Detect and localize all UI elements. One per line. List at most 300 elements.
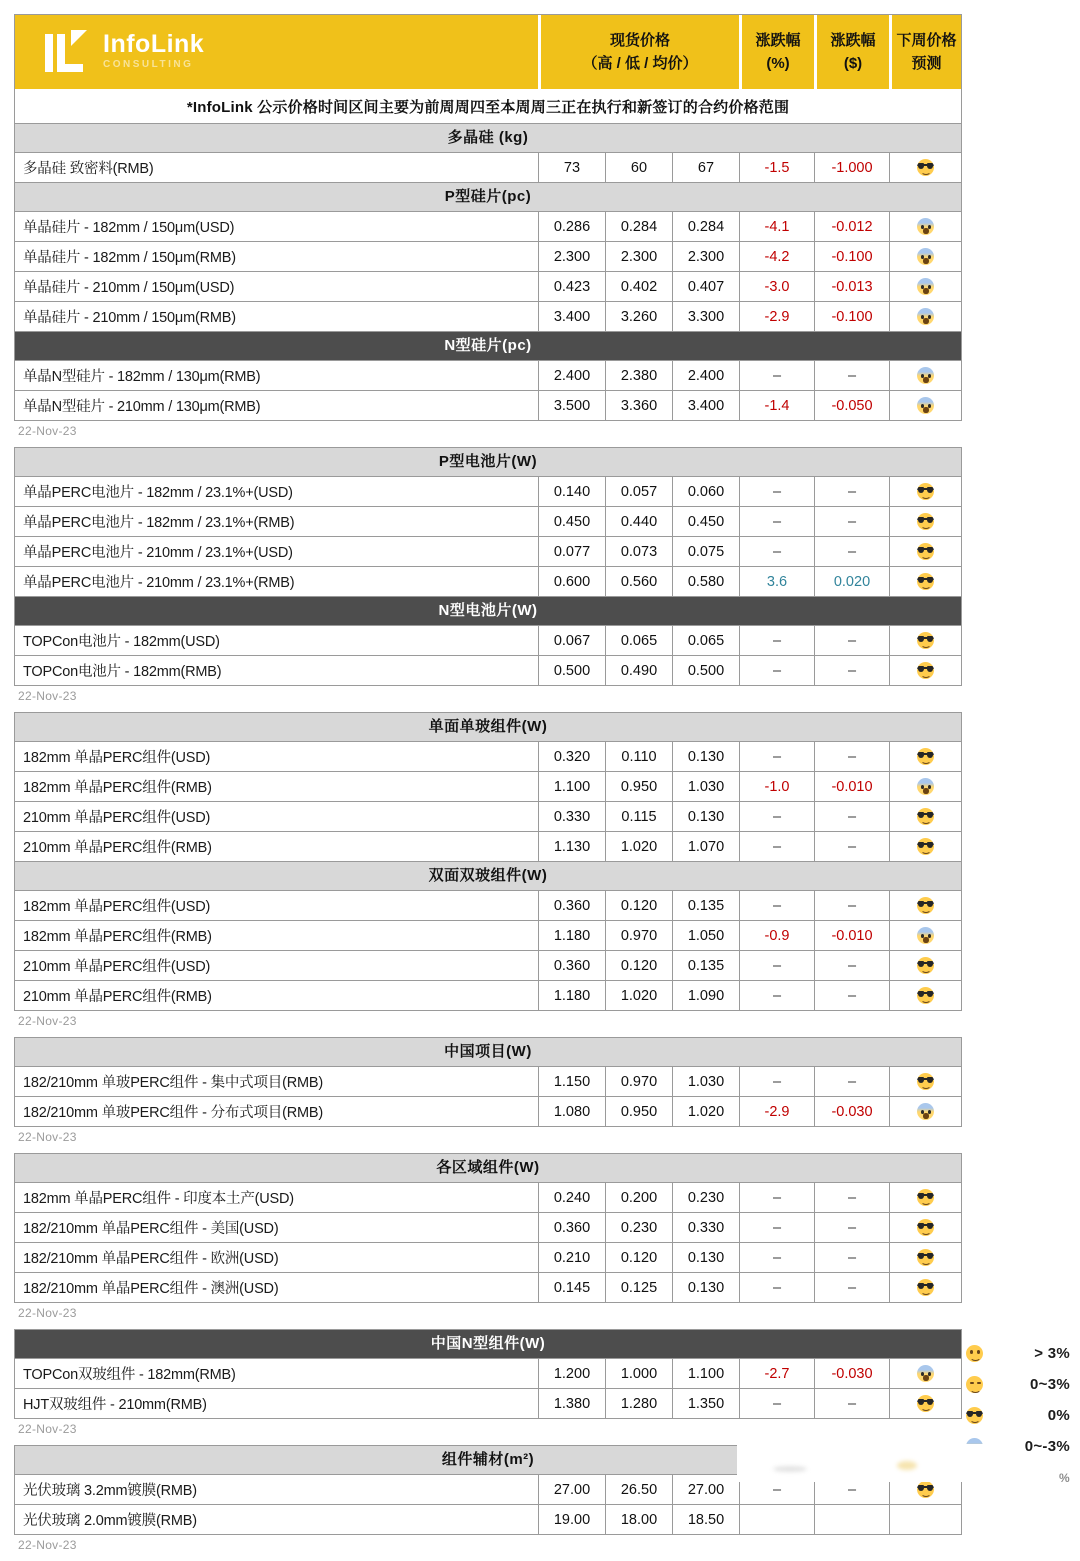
- change-usd: -0.010: [814, 921, 889, 950]
- price-high: 1.130: [538, 832, 605, 861]
- legend-item: [966, 1369, 1070, 1400]
- product-name: 单晶硅片 - 182mm / 150μm(RMB): [23, 250, 236, 266]
- sunglasses-face-icon: [917, 808, 934, 825]
- forecast-cell: [889, 537, 961, 566]
- change-usd: –: [814, 1475, 889, 1504]
- price-row: [15, 271, 961, 301]
- sunglasses-face-icon: [917, 1249, 934, 1266]
- change-usd: -0.013: [814, 272, 889, 301]
- forecast-cell: [889, 212, 961, 241]
- change-usd: –: [814, 1389, 889, 1418]
- logo-subtitle: CONSULTING: [103, 59, 194, 70]
- price-avg: 0.330: [672, 1213, 739, 1242]
- change-usd: –: [814, 981, 889, 1010]
- section-header: 组件辅材(m²): [15, 1446, 961, 1474]
- price-high: 0.360: [538, 891, 605, 920]
- price-avg: 1.100: [672, 1359, 739, 1388]
- date-label: 22-Nov-23: [18, 689, 77, 703]
- price-row: [15, 241, 961, 271]
- change-pct: –: [739, 1183, 814, 1212]
- price-row: [15, 506, 961, 536]
- product-name: 单晶PERC电池片 - 182mm / 23.1%+(RMB): [23, 515, 295, 531]
- date-label: 22-Nov-23: [18, 1422, 77, 1436]
- price-high: 0.360: [538, 951, 605, 980]
- product-name: 210mm 单晶PERC组件(RMB): [23, 840, 212, 856]
- price-high: 1.080: [538, 1097, 605, 1126]
- column-header-change-usd: [814, 15, 889, 89]
- price-period-note: *InfoLink 公示价格时间区间主要为前周周四至本周周三正在执行和新签订的合约价格范围: [15, 89, 961, 123]
- product-name: 单晶N型硅片 - 182mm / 130μm(RMB): [23, 369, 261, 385]
- sunglasses-face-icon: [917, 987, 934, 1004]
- price-avg: 1.090: [672, 981, 739, 1010]
- change-usd: -0.030: [814, 1097, 889, 1126]
- price-low: 0.560: [605, 567, 672, 596]
- price-high: 0.423: [538, 272, 605, 301]
- price-avg: 0.135: [672, 891, 739, 920]
- price-low: 1.020: [605, 981, 672, 1010]
- price-block: [14, 712, 962, 1011]
- product-name: TOPCon双玻组件 - 182mm(RMB): [23, 1367, 236, 1383]
- change-pct: –: [739, 832, 814, 861]
- change-pct: -4.2: [739, 242, 814, 271]
- product-name: 182/210mm 单晶PERC组件 - 澳洲(USD): [23, 1281, 279, 1297]
- column-header-forecast: [889, 15, 961, 89]
- price-high: 1.150: [538, 1067, 605, 1096]
- forecast-cell: [889, 1505, 961, 1534]
- product-name: 单晶N型硅片 - 210mm / 130μm(RMB): [23, 399, 261, 415]
- erase-smudge: [773, 1466, 807, 1472]
- forecast-cell: [889, 772, 961, 801]
- legend-label: 0~-3%: [1024, 1438, 1070, 1455]
- column-header-line: （高 / 低 / 均价）: [582, 55, 698, 72]
- product-name: 210mm 单晶PERC组件(USD): [23, 810, 211, 826]
- change-usd: -0.100: [814, 242, 889, 271]
- price-high: 3.400: [538, 302, 605, 331]
- scream-face-icon: [917, 778, 934, 795]
- price-high: 1.200: [538, 1359, 605, 1388]
- change-pct: -3.0: [739, 272, 814, 301]
- price-block: [14, 14, 962, 421]
- scream-face-icon: [917, 397, 934, 414]
- price-avg: 0.130: [672, 802, 739, 831]
- sunglasses-face-icon: [917, 632, 934, 649]
- column-header-spot-price: [538, 15, 739, 89]
- soft-smile-face-icon: [966, 1376, 983, 1393]
- price-high: 1.180: [538, 981, 605, 1010]
- forecast-cell: [889, 742, 961, 771]
- forecast-cell: [889, 1273, 961, 1302]
- sunglasses-face-icon: [917, 159, 934, 176]
- price-block: [14, 447, 962, 686]
- change-pct: -1.0: [739, 772, 814, 801]
- scream-face-icon: [917, 218, 934, 235]
- price-avg: 1.030: [672, 772, 739, 801]
- product-name: 单晶硅片 - 182mm / 150μm(USD): [23, 220, 235, 236]
- price-low: 0.200: [605, 1183, 672, 1212]
- price-row: [15, 741, 961, 771]
- product-name: 182/210mm 单玻PERC组件 - 分布式项目(RMB): [23, 1105, 323, 1121]
- change-pct: –: [739, 981, 814, 1010]
- price-row: [15, 1096, 961, 1126]
- change-pct: –: [739, 656, 814, 685]
- scream-face-icon: [917, 308, 934, 325]
- price-avg: 0.580: [672, 567, 739, 596]
- price-low: 26.50: [605, 1475, 672, 1504]
- scream-face-icon: [917, 1103, 934, 1120]
- change-pct: -0.9: [739, 921, 814, 950]
- change-pct: [739, 1505, 814, 1534]
- legend-item: [966, 1338, 1070, 1369]
- price-high: 1.380: [538, 1389, 605, 1418]
- forecast-cell: [889, 1097, 961, 1126]
- price-high: 0.210: [538, 1243, 605, 1272]
- price-row: [15, 211, 961, 241]
- product-name: 210mm 单晶PERC组件(RMB): [23, 989, 212, 1005]
- price-low: 0.950: [605, 1097, 672, 1126]
- price-high: 2.300: [538, 242, 605, 271]
- price-low: 0.440: [605, 507, 672, 536]
- price-row: [15, 1504, 961, 1534]
- price-avg: 1.350: [672, 1389, 739, 1418]
- change-pct: –: [739, 742, 814, 771]
- change-usd: -0.030: [814, 1359, 889, 1388]
- change-usd: –: [814, 891, 889, 920]
- section-header: 各区域组件(W): [15, 1154, 961, 1182]
- sunglasses-face-icon: [917, 662, 934, 679]
- price-row: [15, 801, 961, 831]
- product-name: 182/210mm 单晶PERC组件 - 欧洲(USD): [23, 1251, 279, 1267]
- sunglasses-face-icon: [917, 957, 934, 974]
- change-pct: –: [739, 802, 814, 831]
- price-high: 0.077: [538, 537, 605, 566]
- price-row: [15, 360, 961, 390]
- change-usd: –: [814, 626, 889, 655]
- change-pct: –: [739, 507, 814, 536]
- price-row: [15, 1242, 961, 1272]
- column-header-line: 预测: [911, 55, 942, 72]
- change-usd: -1.000: [814, 153, 889, 182]
- change-pct: –: [739, 477, 814, 506]
- section-header: 多晶硅 (kg): [15, 123, 961, 152]
- product-name: 182mm 单晶PERC组件(USD): [23, 750, 211, 766]
- erased-area-overlay: [737, 1444, 999, 1482]
- forecast-cell: [889, 507, 961, 536]
- product-name: 182mm 单晶PERC组件(USD): [23, 899, 211, 915]
- change-usd: –: [814, 537, 889, 566]
- change-pct: -1.4: [739, 391, 814, 420]
- price-avg: 2.400: [672, 361, 739, 390]
- price-row: [15, 1182, 961, 1212]
- sunglasses-face-icon: [917, 1395, 934, 1412]
- change-pct: -2.9: [739, 302, 814, 331]
- price-row: [15, 1272, 961, 1302]
- price-high: 0.500: [538, 656, 605, 685]
- legend-label: > 3%: [1034, 1345, 1070, 1362]
- product-name: TOPCon电池片 - 182mm(RMB): [23, 664, 222, 680]
- price-avg: 0.135: [672, 951, 739, 980]
- date-label: 22-Nov-23: [18, 1538, 77, 1552]
- price-low: 0.402: [605, 272, 672, 301]
- product-name: 单晶硅片 - 210mm / 150μm(USD): [23, 280, 235, 296]
- change-usd: –: [814, 477, 889, 506]
- change-usd: -0.050: [814, 391, 889, 420]
- price-row: [15, 655, 961, 685]
- sunglasses-face-icon: [917, 573, 934, 590]
- change-pct: –: [739, 626, 814, 655]
- change-usd: –: [814, 656, 889, 685]
- price-row: [15, 890, 961, 920]
- change-usd: –: [814, 802, 889, 831]
- forecast-cell: [889, 921, 961, 950]
- smiling-face-icon: [966, 1345, 983, 1362]
- sunglasses-face-icon: [917, 748, 934, 765]
- forecast-cell: [889, 477, 961, 506]
- price-avg: 0.130: [672, 1243, 739, 1272]
- change-pct: –: [739, 1067, 814, 1096]
- section-header: P型电池片(W): [15, 448, 961, 476]
- scream-face-icon: [917, 367, 934, 384]
- price-low: 0.120: [605, 951, 672, 980]
- price-row: [15, 536, 961, 566]
- price-low: 0.057: [605, 477, 672, 506]
- price-avg: 0.500: [672, 656, 739, 685]
- change-pct: -1.5: [739, 153, 814, 182]
- price-avg: 0.230: [672, 1183, 739, 1212]
- change-usd: –: [814, 1273, 889, 1302]
- price-high: 3.500: [538, 391, 605, 420]
- change-usd: -0.010: [814, 772, 889, 801]
- sunglasses-face-icon: [917, 1481, 934, 1498]
- price-high: 1.180: [538, 921, 605, 950]
- forecast-cell: [889, 1359, 961, 1388]
- price-high: 0.240: [538, 1183, 605, 1212]
- date-label: 22-Nov-23: [18, 1014, 77, 1028]
- price-low: 1.020: [605, 832, 672, 861]
- price-row: [15, 1212, 961, 1242]
- column-header-line: ($): [843, 55, 863, 72]
- price-avg: 0.450: [672, 507, 739, 536]
- logo-brand: InfoLink: [103, 30, 205, 58]
- change-usd: 0.020: [814, 567, 889, 596]
- forecast-cell: [889, 891, 961, 920]
- change-pct: –: [739, 891, 814, 920]
- price-row: [15, 625, 961, 655]
- price-low: 0.073: [605, 537, 672, 566]
- price-avg: 1.050: [672, 921, 739, 950]
- section-header: P型硅片(pc): [15, 182, 961, 211]
- erase-smudge: [897, 1461, 917, 1470]
- change-usd: -0.100: [814, 302, 889, 331]
- column-header-line: 涨跌幅: [755, 32, 801, 49]
- price-avg: 0.284: [672, 212, 739, 241]
- sunglasses-face-icon: [917, 513, 934, 530]
- price-block: [14, 1037, 962, 1127]
- change-pct: –: [739, 1243, 814, 1272]
- change-usd: –: [814, 1243, 889, 1272]
- price-low: 0.120: [605, 1243, 672, 1272]
- change-usd: –: [814, 742, 889, 771]
- change-usd: –: [814, 1183, 889, 1212]
- price-row: [15, 771, 961, 801]
- price-low: 2.300: [605, 242, 672, 271]
- price-low: 1.000: [605, 1359, 672, 1388]
- price-low: 0.125: [605, 1273, 672, 1302]
- forecast-cell: [889, 832, 961, 861]
- price-low: 0.065: [605, 626, 672, 655]
- forecast-cell: [889, 981, 961, 1010]
- price-row: [15, 301, 961, 331]
- change-usd: –: [814, 832, 889, 861]
- forecast-cell: [889, 1389, 961, 1418]
- price-row: [15, 476, 961, 506]
- price-low: 3.360: [605, 391, 672, 420]
- price-avg: 18.50: [672, 1505, 739, 1534]
- change-pct: –: [739, 361, 814, 390]
- price-high: 19.00: [538, 1505, 605, 1534]
- logo-text: [103, 31, 204, 70]
- legend-label: 0%: [1047, 1407, 1070, 1424]
- price-row: [15, 566, 961, 596]
- price-low: 2.380: [605, 361, 672, 390]
- legend-label: %: [1059, 1470, 1070, 1485]
- forecast-cell: [889, 656, 961, 685]
- product-name: 210mm 单晶PERC组件(USD): [23, 959, 211, 975]
- forecast-cell: [889, 242, 961, 271]
- price-high: 0.067: [538, 626, 605, 655]
- section-header: N型电池片(W): [15, 596, 961, 625]
- price-low: 1.280: [605, 1389, 672, 1418]
- forecast-cell: [889, 153, 961, 182]
- price-high: 1.100: [538, 772, 605, 801]
- price-low: 0.120: [605, 891, 672, 920]
- price-low: 0.950: [605, 772, 672, 801]
- price-avg: 3.400: [672, 391, 739, 420]
- date-label: 22-Nov-23: [18, 424, 77, 438]
- price-high: 2.400: [538, 361, 605, 390]
- price-row: [15, 831, 961, 861]
- price-row: [15, 980, 961, 1010]
- price-high: 73: [538, 153, 605, 182]
- price-high: 0.330: [538, 802, 605, 831]
- forecast-cell: [889, 1213, 961, 1242]
- price-high: 0.450: [538, 507, 605, 536]
- product-name: 182mm 单晶PERC组件(RMB): [23, 929, 212, 945]
- price-low: 0.110: [605, 742, 672, 771]
- section-header: N型硅片(pc): [15, 331, 961, 360]
- change-usd: –: [814, 507, 889, 536]
- change-usd: –: [814, 361, 889, 390]
- scream-face-icon: [917, 248, 934, 265]
- price-high: 0.600: [538, 567, 605, 596]
- change-usd: –: [814, 1213, 889, 1242]
- forecast-cell: [889, 361, 961, 390]
- price-row: [15, 1066, 961, 1096]
- sunglasses-face-icon: [917, 483, 934, 500]
- forecast-cell: [889, 951, 961, 980]
- price-avg: 67: [672, 153, 739, 182]
- product-name: 光伏玻璃 2.0mm镀膜(RMB): [23, 1513, 197, 1529]
- sunglasses-face-icon: [917, 1073, 934, 1090]
- price-avg: 0.075: [672, 537, 739, 566]
- forecast-cell: [889, 567, 961, 596]
- sunglasses-face-icon: [917, 1189, 934, 1206]
- sunglasses-face-icon: [917, 543, 934, 560]
- product-name: 182mm 单晶PERC组件(RMB): [23, 780, 212, 796]
- change-usd: –: [814, 1067, 889, 1096]
- price-avg: 2.300: [672, 242, 739, 271]
- price-avg: 3.300: [672, 302, 739, 331]
- scream-face-icon: [917, 1365, 934, 1382]
- price-low: 0.115: [605, 802, 672, 831]
- price-avg: 0.130: [672, 742, 739, 771]
- table-header: [15, 15, 961, 89]
- sunglasses-face-icon: [917, 838, 934, 855]
- price-row: [15, 1388, 961, 1418]
- column-header-line: 下周价格: [896, 32, 957, 49]
- legend-label: 0~3%: [1030, 1376, 1070, 1393]
- price-low: 0.230: [605, 1213, 672, 1242]
- product-name: 单晶硅片 - 210mm / 150μm(RMB): [23, 310, 236, 326]
- change-usd: -0.012: [814, 212, 889, 241]
- price-high: 27.00: [538, 1475, 605, 1504]
- column-header-line: 涨跌幅: [830, 32, 876, 49]
- column-header-change-pct: [739, 15, 814, 89]
- price-table: [14, 14, 962, 1561]
- logo-cell: [15, 15, 538, 89]
- price-row: [15, 390, 961, 420]
- price-low: 3.260: [605, 302, 672, 331]
- product-name: 182/210mm 单晶PERC组件 - 美国(USD): [23, 1221, 279, 1237]
- change-pct: –: [739, 1389, 814, 1418]
- scream-face-icon: [917, 278, 934, 295]
- product-name: HJT双玻组件 - 210mm(RMB): [23, 1397, 207, 1413]
- price-low: 0.970: [605, 1067, 672, 1096]
- forecast-cell: [889, 1067, 961, 1096]
- change-pct: –: [739, 951, 814, 980]
- price-row: [15, 152, 961, 182]
- forecast-cell: [889, 626, 961, 655]
- product-name: 单晶PERC电池片 - 210mm / 23.1%+(USD): [23, 545, 293, 561]
- price-high: 0.145: [538, 1273, 605, 1302]
- sunglasses-face-icon: [917, 1219, 934, 1236]
- change-pct: –: [739, 1273, 814, 1302]
- section-header: 中国N型组件(W): [15, 1330, 961, 1358]
- price-avg: 0.130: [672, 1273, 739, 1302]
- price-high: 0.286: [538, 212, 605, 241]
- price-low: 0.970: [605, 921, 672, 950]
- product-name: 光伏玻璃 3.2mm镀膜(RMB): [23, 1483, 197, 1499]
- forecast-cell: [889, 1243, 961, 1272]
- change-pct: 3.6: [739, 567, 814, 596]
- price-avg: 0.407: [672, 272, 739, 301]
- price-avg: 0.060: [672, 477, 739, 506]
- legend-item: [966, 1400, 1070, 1431]
- section-header: 双面双玻组件(W): [15, 861, 961, 890]
- change-usd: [814, 1505, 889, 1534]
- price-row: [15, 920, 961, 950]
- forecast-cell: [889, 802, 961, 831]
- price-block: [14, 1153, 962, 1303]
- price-avg: 27.00: [672, 1475, 739, 1504]
- price-low: 0.284: [605, 212, 672, 241]
- sunglasses-face-icon: [966, 1407, 983, 1424]
- product-name: 182/210mm 单玻PERC组件 - 集中式项目(RMB): [23, 1075, 323, 1091]
- column-header-line: 现货价格: [609, 32, 670, 49]
- product-name: 单晶PERC电池片 - 182mm / 23.1%+(USD): [23, 485, 293, 501]
- price-high: 0.360: [538, 1213, 605, 1242]
- infolink-logo-icon: [45, 30, 89, 74]
- product-name: 多晶硅 致密料(RMB): [23, 161, 154, 177]
